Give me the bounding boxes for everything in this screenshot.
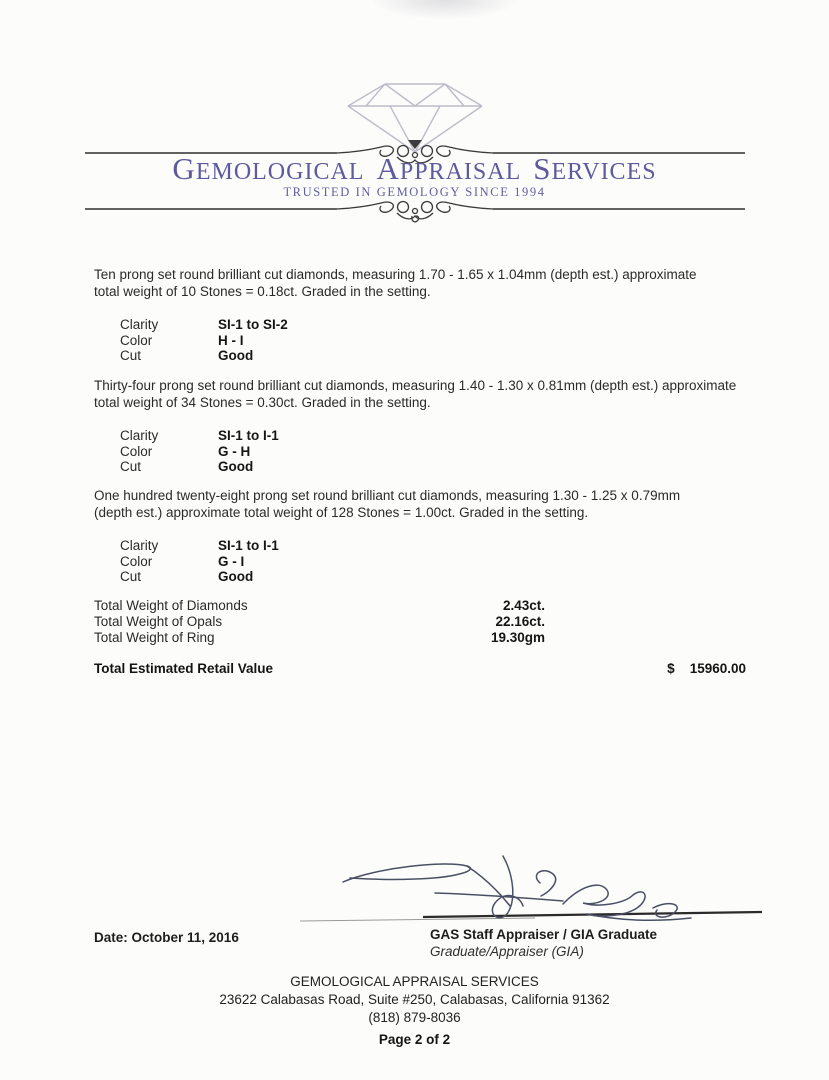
total-value: 2.43ct.: [502, 598, 545, 613]
grading-table: [120, 317, 774, 364]
grading-row: [120, 317, 774, 333]
total-label: Total Weight of Ring: [94, 630, 215, 645]
amount: 15960.00: [689, 661, 746, 676]
grading-label: Color: [120, 553, 153, 569]
date-text: Date: October 11, 2016: [94, 930, 239, 945]
grading-value: Good: [218, 459, 254, 474]
grading-label: Color: [120, 332, 153, 348]
grading-value: Good: [218, 569, 254, 584]
total-row: [94, 630, 754, 646]
item-section: [94, 266, 774, 364]
item-description: [94, 377, 774, 411]
grading-row: [120, 459, 774, 475]
description-line: One hundred twenty-eight prong set round brilliant cut diamonds, measuring 1.30 - 1.25 x 0.79mm: [94, 488, 681, 503]
description-line: (depth est.) approximate total weight of 128 Stones = 1.00ct. Graded in the setting.: [94, 505, 589, 520]
footer-phone: (818) 879-8036: [368, 1010, 461, 1025]
description-line: total weight of 10 Stones = 0.18ct. Graded in the setting.: [94, 284, 431, 299]
grading-value: Good: [218, 348, 254, 363]
total-value: 22.16ct.: [495, 614, 545, 629]
retail-label: Total Estimated Retail Value: [94, 661, 274, 676]
grading-label: Clarity: [120, 538, 159, 553]
retail-amount: [667, 661, 754, 676]
grading-label: Color: [120, 443, 153, 459]
total-row: [94, 614, 754, 630]
grading-value: SI-1 to SI-2: [218, 317, 288, 332]
brand-word: SERVICES: [533, 151, 657, 186]
item-section: [94, 487, 774, 585]
footer-block: [0, 973, 829, 1049]
totals-block: [94, 598, 754, 646]
scan-smudge: [370, 0, 520, 20]
brand-word: APPRAISAL: [376, 151, 522, 186]
grading-row: [120, 348, 774, 364]
grading-value: H - I: [218, 332, 244, 348]
description-line: Ten prong set round brilliant cut diamonds, measuring 1.70 - 1.65 x 1.04mm (depth est.) approximate: [94, 267, 697, 282]
grading-row: [120, 569, 774, 585]
logo-block: [0, 80, 829, 230]
grading-value: G - I: [218, 553, 245, 569]
grading-label: Cut: [120, 459, 142, 474]
item-description: [94, 266, 774, 300]
total-label: Total Weight of Diamonds: [94, 598, 248, 613]
grading-row: [120, 444, 774, 460]
grading-table: [120, 428, 774, 475]
grading-row: [120, 538, 774, 554]
grading-label: Clarity: [120, 317, 159, 332]
grading-row: [120, 333, 774, 349]
description-line: Thirty-four prong set round brilliant cut diamonds, measuring 1.40 - 1.30 x 0.81mm (depth est.) approximate: [94, 378, 737, 393]
brand-title: [0, 151, 829, 187]
item-description: [94, 487, 774, 521]
grading-label: Cut: [120, 569, 142, 584]
total-label: Total Weight of Opals: [94, 614, 223, 629]
swirl-ornament-icon: [85, 198, 745, 224]
handwritten-signature: [295, 848, 765, 930]
grading-value: SI-1 to I-1: [218, 538, 279, 553]
grading-table: [120, 538, 774, 585]
grading-value: SI-1 to I-1: [218, 428, 279, 443]
grading-label: Clarity: [120, 428, 159, 443]
description-line: total weight of 34 Stones = 0.30ct. Graded in the setting.: [94, 395, 431, 410]
retail-value-row: [94, 661, 754, 676]
page-number: Page 2 of 2: [378, 1032, 451, 1047]
grading-row: [120, 428, 774, 444]
footer-company: GEMOLOGICAL APPRAISAL SERVICES: [290, 974, 539, 989]
total-value: 19.30gm: [490, 630, 545, 645]
brand-word: GEMOLOGICAL: [172, 151, 365, 186]
grading-row: [120, 554, 774, 570]
total-row: [94, 598, 754, 614]
signer-subtitle: Graduate/Appraiser (GIA): [430, 944, 584, 959]
grading-label: Cut: [120, 348, 142, 363]
currency-symbol: $: [667, 661, 675, 676]
footer-address: 23622 Calabasas Road, Suite #250, Calabasas, California 91362: [219, 992, 610, 1007]
item-section: [94, 377, 774, 475]
brand-tagline: TRUSTED IN GEMOLOGY SINCE 1994: [283, 185, 546, 199]
grading-value: G - H: [218, 443, 251, 459]
signer-title: GAS Staff Appraiser / GIA Graduate: [430, 927, 658, 942]
